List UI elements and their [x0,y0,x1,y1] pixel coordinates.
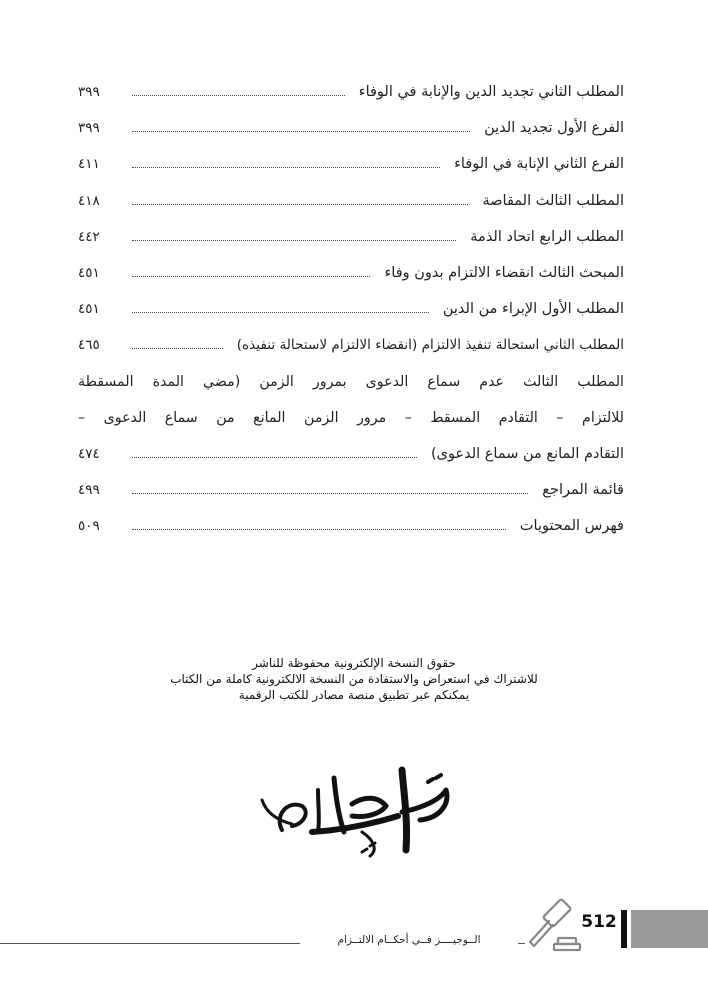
toc-entry-title: التقادم المانع من سماع الدعوى) [430,445,624,462]
toc-entry-page: ٣٩٩ [78,84,100,100]
toc-dot-leader [132,240,456,241]
toc-entry-title: الفرع الأول تجديد الدين [484,120,624,137]
toc-entry-page: ٤١٨ [78,192,100,209]
toc-entry-title: المطلب الثالث المقاصة [482,192,624,209]
toc-long-entry-line [78,374,624,410]
toc-dot-leader [132,131,470,132]
toc-entry-title: للالتزام – التقادم المسقط – مرور الزمن المانع من سماع الدعوى – [78,409,624,426]
toc-entry [78,229,624,265]
toc-dot-leader [132,95,345,96]
toc-dot-leader [132,348,223,349]
toc-entry-page: ٤٥١ [78,301,100,318]
toc-entry-title: المطلب الأول الإبراء من الدين [442,301,624,318]
toc-entry [78,265,624,301]
running-footer-title: الــوجيــــز فــي أحكــام الالتــزام [300,934,518,946]
toc-entry [78,156,624,192]
toc-entry-title: فهرس المحتويات [519,518,624,535]
toc-long-entry-line [78,446,624,482]
toc-entry [78,337,624,373]
toc-entry-title: المطلب الثاني تجديد الدين والإنابة في الوفاء [358,84,624,100]
copyright-notice [0,655,708,703]
toc-entry-title: المبحث الثالث انقضاء الالتزام بدون وفاء [384,264,624,281]
table-of-contents [78,84,624,554]
toc-entry-page: ٤٦٥ [78,337,100,354]
toc-entry-title: قائمة المراجع [542,482,624,499]
toc-entry-title: المطلب الثالث عدم سماع الدعوى بمرور الزمن (مضي المدة المسقطة [78,373,624,390]
toc-entry-page: ٤٧٤ [78,445,100,462]
toc-entry [78,482,624,518]
toc-entry-page: ٤٩٩ [78,482,100,499]
toc-entry [78,518,624,554]
toc-dot-leader [132,167,440,168]
toc-dot-leader [132,276,370,277]
toc-entry-page: ٤١١ [78,156,100,173]
toc-entry [78,84,624,120]
copyright-line: للاشتراك في استعراض والاستفادة من النسخة الالكترونية كاملة من الكتاب [170,672,538,686]
gavel-icon [524,894,584,958]
toc-dot-leader [132,312,429,313]
toc-entry [78,301,624,337]
toc-entry-title: المطلب الرابع اتحاد الذمة [470,228,624,245]
calligraphy-signature-icon [252,760,452,860]
toc-entry-page: ٣٩٩ [78,120,100,137]
page-tab-block [631,910,708,948]
page-number-divider [621,910,627,948]
toc-dot-leader [132,493,528,494]
toc-entry [78,193,624,229]
page-number: 512 [581,912,617,932]
toc-dot-leader [132,457,417,458]
toc-entry-page: ٤٥١ [78,264,100,281]
copyright-line: يمكنكم عبر تطبيق منصة مصادر للكتب الرقمية [238,688,470,702]
toc-dot-leader [132,204,468,205]
toc-long-entry-line [78,410,624,446]
copyright-line: حقوق النسخة الإلكترونية محفوظة للناشر [252,656,456,670]
toc-entry-title: المطلب الثاني استحالة تنفيذ الالتزام (انقضاء الالتزام لاستحالة تنفيذه) [236,337,624,354]
toc-entry [78,120,624,156]
toc-entry-page: ٤٤٢ [78,228,100,245]
toc-dot-leader [132,529,506,530]
toc-entry-title: الفرع الثاني الإنابة في الوفاء [454,156,624,173]
toc-entry-page: ٥٠٩ [78,518,100,535]
